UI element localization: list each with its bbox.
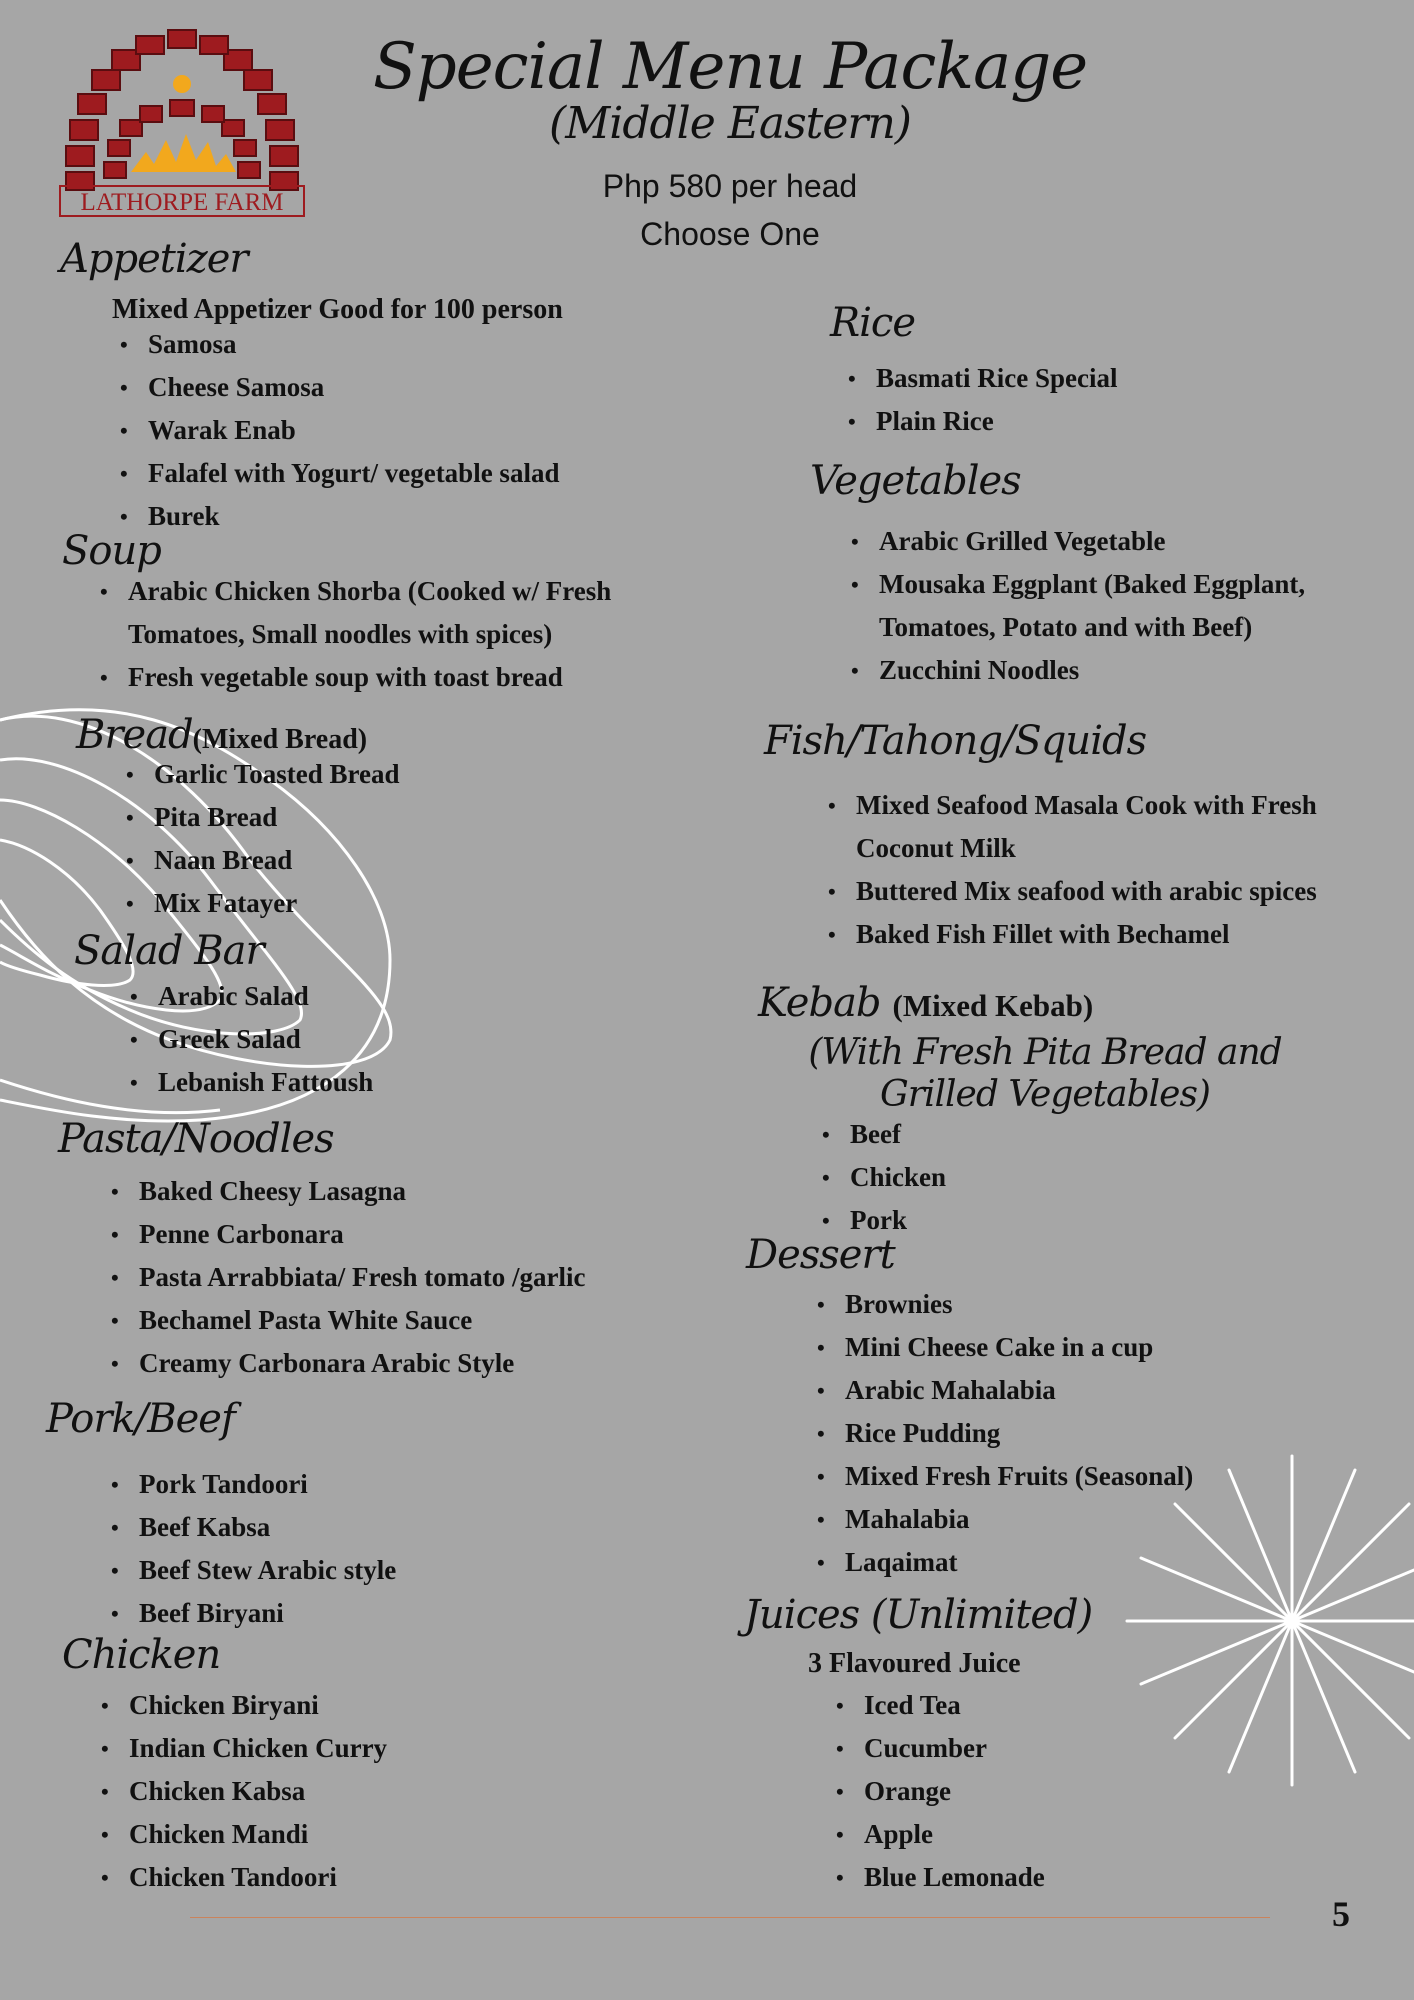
list-item: • Arabic Grilled Vegetable [845,520,1385,563]
chicken-list [95,1684,387,1899]
section-title-juices: Juices (Unlimited) [744,1592,1093,1638]
list-item: • Laqaimat [811,1541,1193,1584]
list-item: • Mahalabia [811,1498,1193,1541]
list-item: • Indian Chicken Curry [95,1727,387,1770]
list-item: • Buttered Mix seafood with arabic spices [822,870,1392,913]
section-title-vegetables: Vegetables [810,458,1021,504]
list-item: • Burek [114,495,559,538]
list-item: • Pasta Arrabbiata/ Fresh tomato /garlic [105,1256,585,1299]
section-title-kebab: Kebab [758,980,881,1026]
list-item: • Chicken Mandi [95,1813,387,1856]
bread-heading [76,712,367,758]
list-item: • Beef [816,1113,946,1156]
choose-one-instruction: Choose One [640,216,820,252]
list-item: • Warak Enab [114,409,559,452]
list-item: • Mixed Fresh Fruits (Seasonal) [811,1455,1193,1498]
list-item: • Baked Cheesy Lasagna [105,1170,585,1213]
kebab-list [816,1113,946,1242]
price-per-head: Php 580 per head [602,168,858,204]
section-title-pasta-noodles: Pasta/Noodles [58,1116,334,1162]
kebab-suffix: (Mixed Kebab) [892,988,1094,1023]
section-title-fish-tahong-squids: Fish/Tahong/Squids [764,718,1147,764]
list-item: • Plain Rice [842,400,1117,443]
list-item: • Zucchini Noodles [845,649,1385,692]
fish-list [822,784,1392,956]
list-item: • Brownies [811,1283,1193,1326]
list-item: • Apple [830,1813,1045,1856]
list-item: • Blue Lemonade [830,1856,1045,1899]
vegetables-list [845,520,1385,692]
list-item: • Samosa [114,323,559,366]
kebab-note: (With Fresh Pita Bread and Grilled Vegetables) [808,1032,1282,1115]
list-item: • Pork [816,1199,946,1242]
list-item: • Arabic Salad [124,975,373,1018]
palm-sun-icon [173,75,191,93]
list-item: • Fresh vegetable soup with toast bread [94,656,694,699]
list-item: • Arabic Chicken Shorba (Cooked w/ Fresh Tomatoes, Small noodles with spices) [94,570,694,656]
list-item: • Basmati Rice Special [842,357,1117,400]
lathorpe-farm-logo [56,22,308,218]
list-item: • Orange [830,1770,1045,1813]
juices-note: 3 Flavoured Juice [808,1648,1021,1679]
list-item: • Mini Cheese Cake in a cup [811,1326,1193,1369]
section-title-appetizer: Appetizer [60,236,248,282]
list-item: • Lebanish Fattoush [124,1061,373,1104]
footer-divider [190,1917,1270,1918]
dessert-list [811,1283,1193,1584]
appetizer-list [114,323,559,538]
list-item: • Falafel with Yogurt/ vegetable salad [114,452,559,495]
list-item: • Pita Bread [120,796,400,839]
pork-beef-list [105,1463,396,1635]
list-item: • Baked Fish Fillet with Bechamel [822,913,1392,956]
rice-list [842,357,1117,443]
list-item: • Greek Salad [124,1018,373,1061]
kebab-heading [758,980,1093,1026]
section-title-pork-beef: Pork/Beef [46,1396,235,1442]
list-item: • Creamy Carbonara Arabic Style [105,1342,585,1385]
page-subtitle: (Middle Eastern) [549,98,911,149]
appetizer-note: Mixed Appetizer Good for 100 person [112,294,563,325]
section-title-rice: Rice [830,300,915,346]
bread-suffix: (Mixed Bread) [192,724,368,755]
list-item: • Chicken Kabsa [95,1770,387,1813]
section-title-dessert: Dessert [746,1232,895,1278]
page-number: 5 [1332,1894,1350,1934]
section-title-soup: Soup [62,528,161,574]
list-item: • Bechamel Pasta White Sauce [105,1299,585,1342]
list-item: • Pork Tandoori [105,1463,396,1506]
list-item: • Chicken [816,1156,946,1199]
section-title-bread: Bread [76,712,193,758]
list-item: • Iced Tea [830,1684,1045,1727]
list-item: • Mixed Seafood Masala Cook with Fresh Coconut Milk [822,784,1392,870]
section-title-chicken: Chicken [62,1632,221,1678]
list-item: • Beef Kabsa [105,1506,396,1549]
salad-bar-list [124,975,373,1104]
list-item: • Cucumber [830,1727,1045,1770]
list-item: • Rice Pudding [811,1412,1193,1455]
list-item: • Beef Stew Arabic style [105,1549,396,1592]
list-item: • Chicken Tandoori [95,1856,387,1899]
list-item: • Beef Biryani [105,1592,396,1635]
list-item: • Mousaka Eggplant (Baked Eggplant, Tomatoes, Potato and with Beef) [845,563,1385,649]
bread-list [120,753,400,925]
section-title-salad-bar: Salad Bar [74,928,264,974]
juices-list [830,1684,1045,1899]
flame-icon [131,134,236,172]
list-item: • Mix Fatayer [120,882,400,925]
page-title: Special Menu Package [372,30,1088,104]
list-item: • Cheese Samosa [114,366,559,409]
soup-list [94,570,694,699]
pasta-list [105,1170,585,1385]
logo-text: LATHORPE FARM [80,189,284,216]
list-item: • Chicken Biryani [95,1684,387,1727]
list-item: • Arabic Mahalabia [811,1369,1193,1412]
list-item: • Garlic Toasted Bread [120,753,400,796]
list-item: • Naan Bread [120,839,400,882]
list-item: • Penne Carbonara [105,1213,585,1256]
